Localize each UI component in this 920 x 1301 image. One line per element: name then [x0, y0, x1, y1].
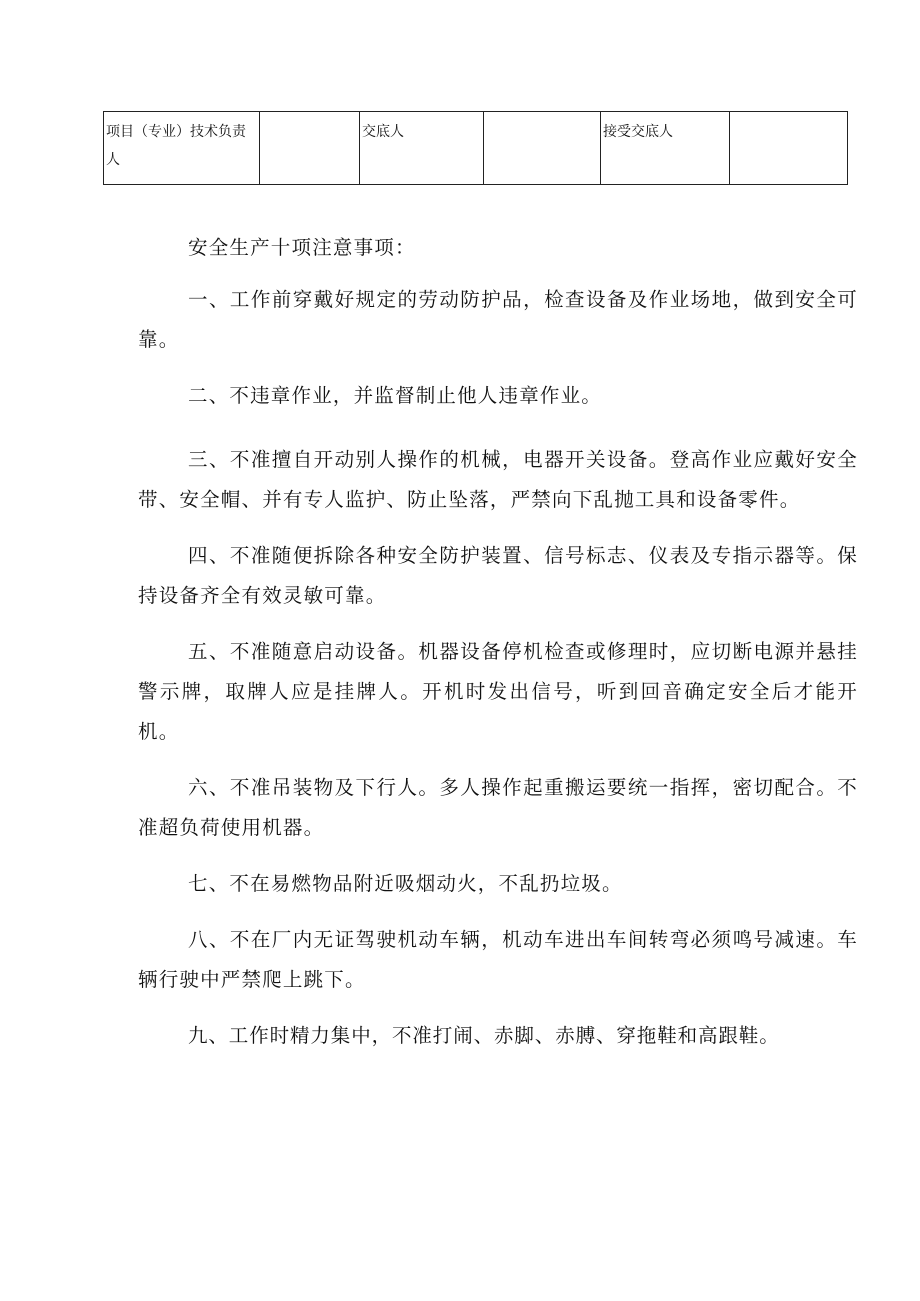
tech-lead-signature-cell [260, 112, 360, 185]
list-item: 四、不准随便拆除各种安全防护装置、信号标志、仪表及专指示器等。保持设备齐全有效灵敏可靠。 [138, 544, 858, 607]
signature-row [104, 112, 848, 185]
list-item: 八、不在厂内无证驾驶机动车辆，机动车进出车间转弯必须鸣号减速。车辆行驶中严禁爬上跳下。 [138, 928, 858, 991]
list-item: 二、不违章作业，并监督制止他人违章作业。 [188, 384, 603, 407]
receiver-signature-cell [730, 112, 848, 185]
list-item: 五、不准随意启动设备。机器设备停机检查或修理时，应切断电源并悬挂警示牌，取牌人应是挂牌人。开机时发出信号，听到回音确定安全后才能开机。 [138, 640, 858, 743]
list-item: 六、不准吊装物及下行人。多人操作起重搬运要统一指挥，密切配合。不准超负荷使用机器。 [138, 776, 858, 839]
document-body [138, 228, 858, 1056]
list-item: 一、工作前穿戴好规定的劳动防护品，检查设备及作业场地，做到安全可靠。 [138, 288, 858, 351]
tech-lead-label: 项目（专业）技术负责人 [104, 112, 260, 185]
list-item: 三、不准擅自开动别人操作的机械，电器开关设备。登高作业应戴好安全带、安全帽、并有专人监护、防止坠落，严禁向下乱抛工具和设备零件。 [138, 448, 858, 511]
signature-table [103, 111, 848, 185]
presenter-label: 交底人 [360, 112, 484, 185]
section-heading: 安全生产十项注意事项： [188, 236, 416, 259]
receiver-label: 接受交底人 [601, 112, 730, 185]
list-item: 九、工作时精力集中，不准打闹、赤脚、赤膊、穿拖鞋和高跟鞋。 [188, 1024, 780, 1047]
list-item: 七、不在易燃物品附近吸烟动火，不乱扔垃圾。 [188, 872, 623, 895]
presenter-signature-cell [484, 112, 601, 185]
